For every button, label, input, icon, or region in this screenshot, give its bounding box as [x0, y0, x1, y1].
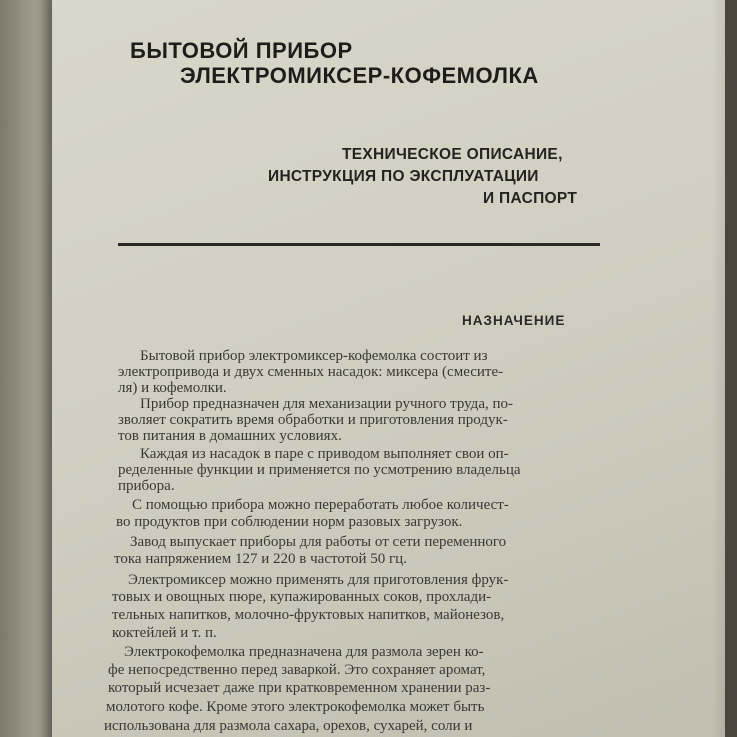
document-subtitle-line-3: И ПАСПОРТ — [483, 190, 578, 207]
document-title-line-1: БЫТОВОЙ ПРИБОР — [130, 38, 353, 63]
body-line: коктейлей и т. п. — [112, 625, 217, 641]
body-line: тов питания в домашних условиях. — [118, 428, 342, 444]
body-line: Каждая из насадок в паре с приводом выполняет свои оп- — [140, 446, 509, 462]
body-line: прибора. — [118, 478, 175, 494]
document-subtitle-line-1: ТЕХНИЧЕСКОЕ ОПИСАНИЕ, — [342, 146, 563, 163]
body-line: ля) и кофемолки. — [118, 380, 227, 396]
body-line: молотого кофе. Кроме этого электрокофемолка может быть — [106, 699, 485, 715]
horizontal-divider — [118, 243, 600, 246]
right-page-edge — [725, 0, 737, 737]
body-line: Электромиксер можно применять для приготовления фрук- — [128, 572, 509, 588]
section-heading: НАЗНАЧЕНИЕ — [462, 313, 566, 328]
body-line: С помощью прибора можно переработать любое количест- — [132, 497, 509, 513]
document-subtitle-line-2: ИНСТРУКЦИЯ ПО ЭКСПЛУАТАЦИИ — [268, 168, 539, 185]
body-line: фе непосредственно перед заваркой. Это сохраняет аромат, — [108, 662, 486, 678]
document-title-line-2: ЭЛЕКТРОМИКСЕР-КОФЕМОЛКА — [180, 63, 539, 88]
body-line: который исчезает даже при кратковременном хранении раз- — [108, 680, 491, 696]
body-line: использована для размола сахара, орехов, сухарей, соли и — [104, 718, 473, 734]
body-line: ределенные функции и применяется по усмотрению владельца — [118, 462, 521, 478]
facing-page-edge — [0, 0, 60, 737]
body-line: зволяет сократить время обработки и приготовления продук- — [118, 412, 508, 428]
body-line: Бытовой прибор электромиксер-кофемолка состоит из — [140, 348, 488, 364]
body-line: Электрокофемолка предназначена для размола зерен ко- — [124, 644, 484, 660]
body-line: тока напряжением 127 и 220 в частотой 50 гц. — [114, 551, 407, 567]
body-line: тельных напитков, молочно-фруктовых напитков, майонезов, — [112, 607, 505, 623]
body-line: Прибор предназначен для механизации ручного труда, по- — [140, 396, 513, 412]
body-line: во продуктов при соблюдении норм разовых загрузок. — [116, 514, 463, 530]
body-line: электропривода и двух сменных насадок: миксера (смесите- — [118, 364, 504, 380]
body-line: товых и овощных пюре, купажированных соков, прохлади- — [112, 589, 492, 605]
body-line: Завод выпускает приборы для работы от сети переменного — [130, 534, 507, 550]
